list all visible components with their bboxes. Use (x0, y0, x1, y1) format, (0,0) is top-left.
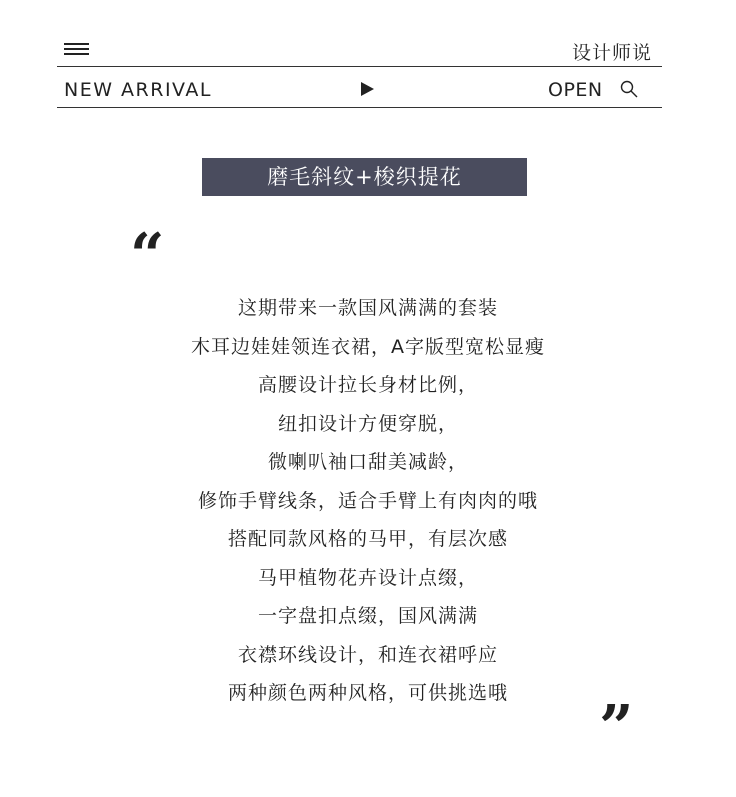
description-line: 修饰手臂线条，适合手臂上有肉肉的哦 (197, 489, 538, 512)
open-label[interactable]: OPEN (548, 79, 603, 101)
description-line: 衣襟环线设计，和连衣裙呼应 (237, 643, 498, 666)
description-line: 一字盘扣点缀，国风满满 (257, 605, 478, 627)
open-quote-mark: “ (130, 221, 161, 291)
description-line: 两种颜色两种风格，可供挑选哦 (227, 682, 508, 704)
description-line: 微喇叭袖口甜美减龄， (267, 451, 468, 473)
fabric-banner: 磨毛斜纹+梭织提花 (202, 158, 527, 196)
description-line: 木耳边娃娃领连衣裙，A字版型宽松显瘦 (191, 335, 545, 358)
search-icon[interactable] (620, 80, 638, 98)
description-line: 纽扣设计方便穿脱， (277, 412, 458, 435)
description-line: 搭配同款风格的马甲，有层次感 (227, 528, 508, 550)
close-quote-mark: ” (599, 693, 630, 763)
play-icon[interactable] (361, 82, 374, 96)
description-line: 这期带来一款国风满满的套装 (237, 297, 498, 319)
description-line: 高腰设计拉长身材比例， (257, 374, 478, 396)
new-arrival-label[interactable]: NEW ARRIVAL (64, 79, 212, 101)
header-divider-bottom (57, 107, 662, 108)
header-divider-top (57, 66, 662, 67)
hamburger-menu-icon[interactable] (64, 43, 89, 58)
page-title: 设计师说 (571, 42, 652, 64)
designer-description (0, 289, 736, 713)
description-line: 马甲植物花卉设计点缀， (257, 566, 478, 589)
